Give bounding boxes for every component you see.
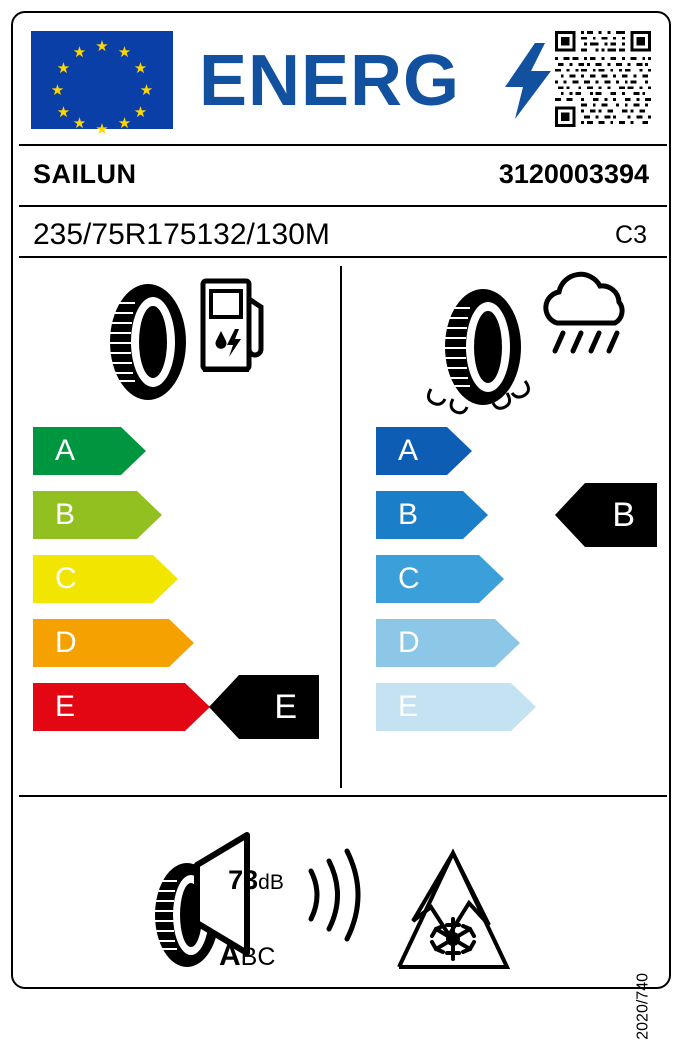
- fuel-grade-letter: E: [55, 690, 76, 723]
- wet-grade-letter: D: [398, 626, 420, 659]
- divider-size: [19, 256, 667, 258]
- tyre-class: C3: [615, 221, 647, 249]
- fuel-grade-a: [33, 427, 146, 475]
- fuel-grade-d: [33, 619, 194, 667]
- qr-code-icon: [555, 31, 651, 127]
- tyre-wet-icon: [421, 281, 541, 421]
- wet-grade-letter: E: [398, 690, 419, 723]
- model-code: 3120003394: [498, 159, 649, 189]
- noise-value-group: [206, 865, 306, 896]
- ratings-panel: [13, 261, 669, 791]
- fuel-grade-c: [33, 555, 178, 603]
- wet-grade-letter: A: [398, 434, 419, 467]
- sound-waves-icon: [305, 845, 361, 945]
- noise-class-rest: BC: [240, 943, 276, 971]
- wet-grade-letter: C: [398, 562, 420, 595]
- page-title: ENERG: [199, 41, 461, 121]
- wet-grade-letter: B: [398, 498, 419, 531]
- noise-class-selected: A: [219, 939, 241, 972]
- fuel-grade-letter: C: [55, 562, 77, 595]
- wet-grade-a: [376, 427, 472, 475]
- fuel-grade-letter: B: [55, 498, 76, 531]
- wet-rating-badge: B: [585, 483, 657, 547]
- noise-unit: dB: [258, 871, 284, 894]
- wet-grade-b: [376, 491, 488, 539]
- wet-grade-d: [376, 619, 520, 667]
- three-peak-snowflake-icon: [391, 847, 515, 975]
- label-header: [13, 13, 669, 141]
- noise-snow-panel: [13, 803, 669, 1040]
- noise-value: 73: [228, 865, 259, 895]
- fuel-pump-icon: [199, 275, 271, 375]
- label-date: 2020/740: [635, 973, 652, 1040]
- brand-name: SAILUN: [33, 159, 137, 189]
- wet-grade-e: [376, 683, 536, 731]
- divider-bottom: [19, 795, 667, 797]
- rain-cloud-icon: [533, 271, 637, 363]
- eu-flag-icon: ★ ★ ★ ★ ★ ★ ★ ★ ★ ★ ★ ★: [31, 31, 173, 129]
- tyre-size: 235/75R175132/130M: [33, 218, 330, 251]
- tyre-icon: [93, 281, 203, 403]
- divider-brand: [19, 205, 667, 207]
- fuel-rating-badge: E: [239, 675, 319, 739]
- fuel-grade-e: [33, 683, 210, 731]
- fuel-grade-letter: A: [55, 434, 76, 467]
- fuel-grade-letter: D: [55, 626, 77, 659]
- lightning-bolt-icon: [505, 43, 551, 119]
- divider-header: [19, 144, 667, 146]
- fuel-grade-b: [33, 491, 162, 539]
- energy-label: [11, 11, 671, 1040]
- wet-grade-c: [376, 555, 504, 603]
- noise-class-group: [219, 939, 275, 973]
